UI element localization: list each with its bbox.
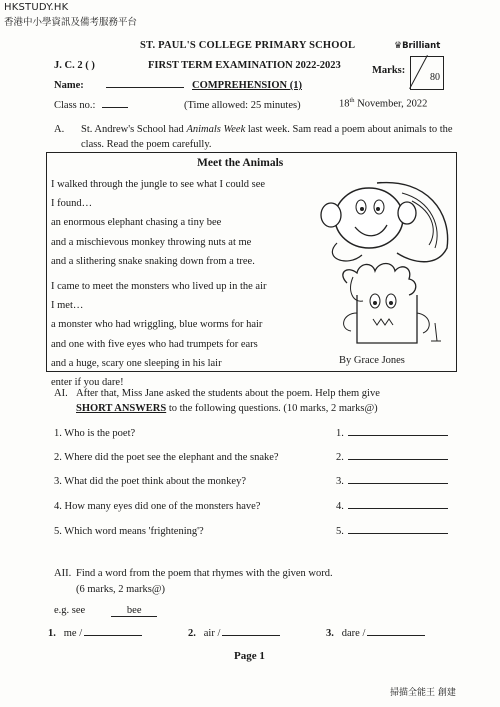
answer-blank[interactable] bbox=[348, 483, 448, 484]
example-answer: bee bbox=[111, 605, 157, 617]
class-no-field bbox=[54, 100, 128, 111]
section-ai-instructions: AI. After that, Miss Jane asked the students about the poem. Help them give SHORT ANSWERS to the following questions. (10 marks, 2 marks@) bbox=[54, 388, 380, 414]
page-number: Page 1 bbox=[234, 650, 265, 662]
section-a-instructions: A. St. Andrew's School had Animals Week last week. Sam read a poem about animals to the class. Read the poem carefully. bbox=[54, 124, 453, 150]
question-5: 5. Which word means 'frightening'? bbox=[54, 526, 204, 537]
rhyme-item-3: 3. dare / bbox=[326, 628, 425, 639]
poem-line: I walked through the jungle to see what I could see bbox=[51, 179, 266, 190]
watermark-tagline: 香港中小學資訊及備考服務平台 bbox=[4, 17, 138, 28]
section-aii-instructions: AII. Find a word from the poem that rhymes with the given word. (6 marks, 2 marks@) bbox=[54, 568, 333, 595]
rhyme-item-1: 1. me / bbox=[48, 628, 142, 639]
marks-divider bbox=[409, 55, 428, 89]
poem-line: I met… bbox=[51, 300, 84, 312]
poem-title: Meet the Animals bbox=[197, 157, 284, 169]
answer-1: 1. bbox=[336, 428, 448, 439]
paper-title: COMPREHENSION (1) bbox=[192, 80, 302, 91]
rhyme-item-2: 2. air / bbox=[188, 628, 280, 639]
rhyme-blank[interactable] bbox=[84, 635, 142, 636]
scanner-credit: 掃描全能王 創建 bbox=[390, 688, 456, 698]
time-allowed: (Time allowed: 25 minutes) bbox=[184, 100, 301, 111]
section-a-label: A. bbox=[54, 124, 65, 135]
answer-3: 3. bbox=[336, 476, 448, 487]
marks-total: 80 bbox=[430, 72, 440, 83]
answer-blank[interactable] bbox=[348, 459, 448, 460]
answer-blank[interactable] bbox=[348, 435, 448, 436]
answer-blank[interactable] bbox=[348, 533, 448, 534]
answer-2: 2. bbox=[336, 452, 448, 463]
question-3: 3. What did the poet think about the monkey? bbox=[54, 476, 246, 487]
school-name: ST. PAUL'S COLLEGE PRIMARY SCHOOL bbox=[140, 40, 356, 51]
poem-line: and a mischievous monkey throwing nuts at me bbox=[51, 236, 252, 248]
monkey-monster-illustration bbox=[317, 173, 453, 353]
poem-line: I came to meet the monsters who lived up in the air bbox=[51, 280, 267, 292]
watermark-site: HKSTUDY.HK bbox=[4, 2, 69, 13]
section-ai-label: AI. bbox=[54, 388, 68, 399]
marks-label: Marks: bbox=[372, 65, 406, 76]
brand-label: Brilliant bbox=[402, 41, 441, 51]
section-aii-label: AII. bbox=[54, 568, 72, 579]
class-no-label: Class no.: bbox=[54, 100, 96, 111]
crown-icon: ♛ bbox=[394, 41, 403, 51]
class-code: J. C. 2 ( ) bbox=[54, 60, 95, 71]
poem-line: and a slithering snake snaking down from a tree. bbox=[51, 255, 255, 267]
poem-box bbox=[46, 152, 457, 388]
question-2: 2. Where did the poet see the elephant and the snake? bbox=[54, 452, 279, 463]
rhyme-blank[interactable] bbox=[367, 635, 425, 636]
poem-line: I found… bbox=[51, 198, 93, 210]
question-4: 4. How many eyes did one of the monsters have? bbox=[54, 501, 261, 512]
class-no-blank[interactable] bbox=[102, 107, 128, 108]
poem-line: and a huge, scary one sleeping in his lair bbox=[51, 357, 222, 369]
name-blank[interactable] bbox=[106, 87, 184, 88]
question-1: 1. Who is the poet? bbox=[54, 428, 136, 439]
poem-line: a monster who had wriggling, blue worms for hair bbox=[51, 319, 263, 331]
answer-4: 4. bbox=[336, 501, 448, 512]
exam-title: FIRST TERM EXAMINATION 2022-2023 bbox=[148, 60, 341, 71]
name-label: Name: bbox=[54, 80, 84, 91]
rhyme-blank[interactable] bbox=[222, 635, 280, 636]
brand-mark bbox=[394, 41, 440, 51]
marks-box bbox=[410, 56, 444, 90]
name-field bbox=[54, 80, 184, 91]
example-row bbox=[54, 605, 157, 617]
poem-line: an enormous elephant chasing a tiny bee bbox=[51, 217, 222, 229]
poem-line: enter if you dare! bbox=[51, 376, 124, 388]
answer-blank[interactable] bbox=[348, 508, 448, 509]
poem-author: By Grace Jones bbox=[339, 355, 405, 366]
poem-text bbox=[51, 175, 266, 392]
answer-5: 5. bbox=[336, 526, 448, 537]
exam-date: 18th November, 2022 bbox=[339, 97, 428, 110]
example-label: e.g. see bbox=[54, 605, 86, 616]
poem-line: and one with five eyes who had trumpets for ears bbox=[51, 338, 258, 350]
